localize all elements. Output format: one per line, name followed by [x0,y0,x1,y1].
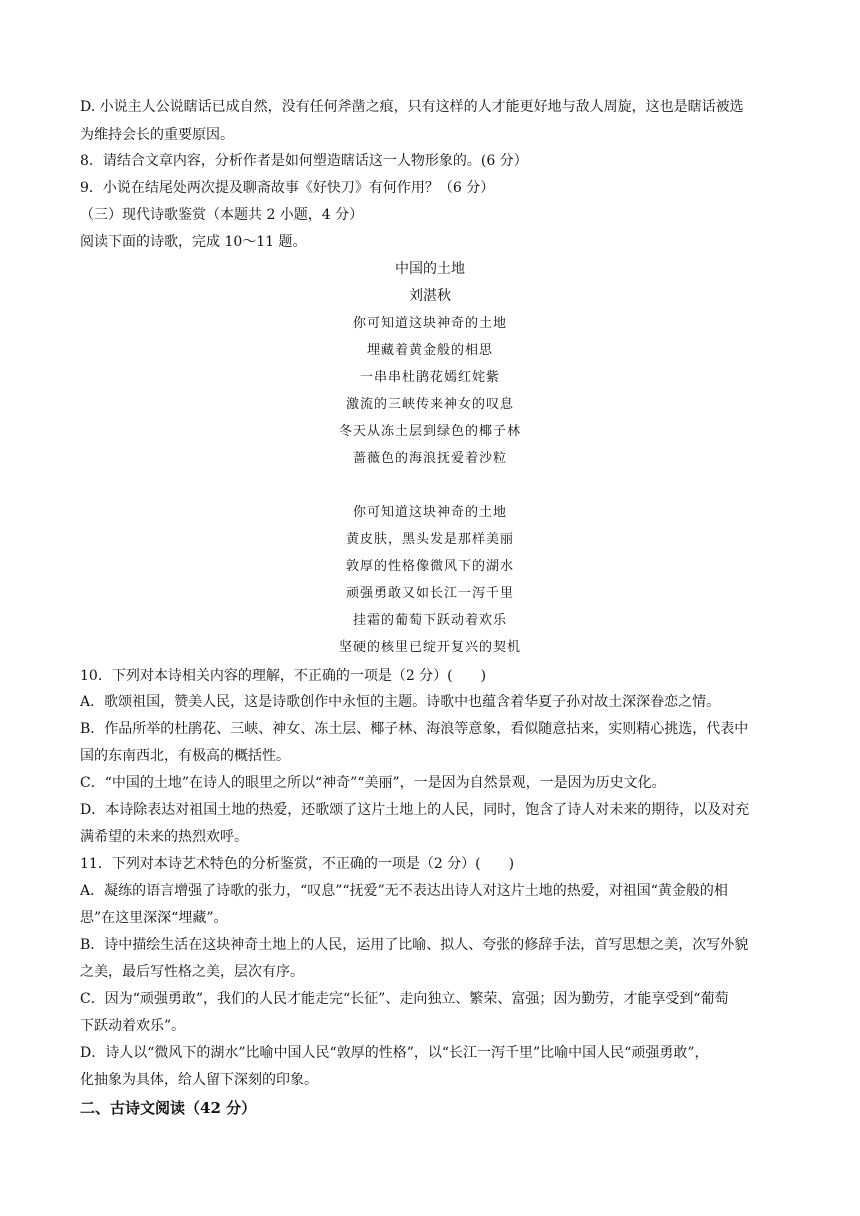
question-10-option-a: A．歌颂祖国，赞美人民，这是诗歌创作中永恒的主题。诗歌中也蕴含着华夏子孙对故土深深眷恋之情。 [80,694,721,710]
poem-author: 刘湛秋 [409,288,451,304]
question-9: 9．小说在结尾处两次提及聊斋故事《好快刀》有何作用？（6 分） [80,180,495,196]
question-10-option-c: C．“中国的土地”在诗人的眼里之所以“神奇”“美丽”，一是因为自然景观，一是因为历史文化。 [80,775,666,791]
poem-line: 一串串杜鹃花嫣红姹紫 [359,370,500,385]
poem-line: 你可知道这块神奇的土地 [352,505,507,520]
question-11-option-c-line-2: 下跃动着欢乐”。 [80,1018,186,1034]
poem-line: 激流的三峡传来神女的叹息 [345,397,514,412]
section-3-instruction: 阅读下面的诗歌，完成 10～11 题。 [80,234,307,250]
question-10-stem: 10．下列对本诗相关内容的理解，不正确的一项是（2 分）( ) [80,668,487,684]
question-10-option-d-line-2: 满希望的未来的热烈欢呼。 [80,829,248,845]
question-11-option-d-line-1: D．诗人以“微风下的湖水”比喻中国人民“敦厚的性格”，以“长江一泻千里”比喻中国人民“顽强勇敢”， [80,1045,709,1061]
poem-line: 你可知道这块神奇的土地 [352,316,507,331]
question-11-option-b-line-2: 之美，最后写性格之美，层次有序。 [80,964,304,980]
poem-line: 挂霜的葡萄下跃动着欢乐 [352,613,507,628]
question-11-option-c-line-1: C．因为“顽强勇敢”，我们的人民才能走完“长征”、走向独立、繁荣、富强；因为勤劳，才能享受到“葡萄 [80,991,729,1007]
question-11-option-b-line-1: B．诗中描绘生活在这块神奇土地上的人民，运用了比喻、拟人、夸张的修辞手法，首写思想之美，次写外貌 [80,937,749,953]
part-2-heading: 二、古诗文阅读（42 分） [80,1099,257,1117]
question-11-option-a-line-1: A．凝练的语言增强了诗歌的张力，“叹息”“抚爱”无不表达出诗人对这片土地的热爱，对祖国“黄金般的相 [80,883,728,899]
poem-line: 蔷薇色的海浪抚爱着沙粒 [352,451,507,466]
poem-line: 埋藏着黄金般的相思 [366,343,493,358]
poem-line: 敦厚的性格像微风下的湖水 [345,559,514,574]
question-11-stem: 11．下列对本诗艺术特色的分析鉴赏，不正确的一项是（2 分）( ) [80,856,515,872]
question-10-option-d-line-1: D．本诗除表达对祖国土地的热爱，还歌颂了这片土地上的人民，同时，饱含了诗人对未来的期待，以及对充 [80,802,750,818]
poem-line: 顽强勇敢又如长江一泻千里 [345,586,514,601]
poem-title: 中国的土地 [395,261,465,277]
section-3-title: （三）现代诗歌鉴赏（本题共 2 小题，4 分） [80,207,364,223]
question-10-option-b-line-1: B．作品所举的杜鹃花、三峡、神女、冻土层、椰子林、海浪等意象，看似随意拈来，实则精心挑选，代表中 [80,721,749,737]
q7-option-d-line-1: D. 小说主人公说瞎话已成自然，没有任何斧凿之痕，只有这样的人才能更好地与敌人周旋，这也是瞎话被选 [80,99,744,115]
poem-line: 黄皮肤，黑头发是那样美丽 [345,532,514,547]
q7-option-d-line-2: 为维持会长的重要原因。 [80,127,234,143]
poem-line: 冬天从冻土层到绿色的椰子林 [338,424,521,439]
poem-line: 坚硬的核里已绽开复兴的契机 [338,640,521,655]
question-11-option-d-line-2: 化抽象为具体，给人留下深刻的印象。 [80,1072,318,1088]
question-8: 8．请结合文章内容，分析作者是如何塑造瞎话这一人物形象的。(6 分） [80,153,528,169]
question-10-option-b-line-2: 国的东南西北，有极高的概括性。 [80,748,290,764]
question-11-option-a-line-2: 思”在这里深深“埋藏”。 [80,910,228,926]
